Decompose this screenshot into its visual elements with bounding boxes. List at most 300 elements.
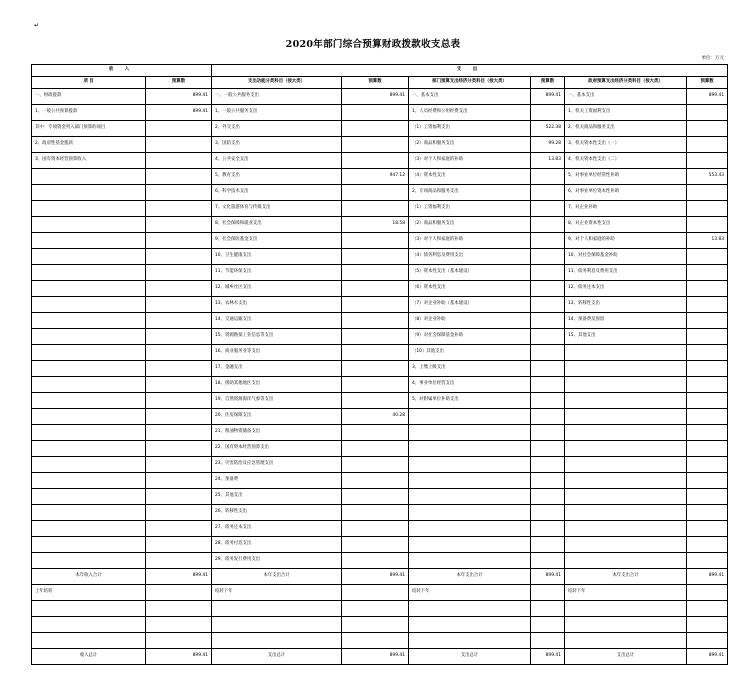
table-cell xyxy=(146,169,212,185)
table-cell xyxy=(409,601,531,617)
table-cell xyxy=(342,153,409,169)
table-cell xyxy=(146,393,212,409)
table-cell xyxy=(531,537,565,553)
table-cell xyxy=(531,217,565,233)
table-cell xyxy=(531,441,565,457)
table-cell: 5、对事业单位经常性补助 xyxy=(565,169,687,185)
table-cell: 899.41 xyxy=(687,89,728,105)
table-cell xyxy=(531,377,565,393)
table-cell xyxy=(687,617,728,633)
table-cell: （3）对个人和家庭的补助 xyxy=(409,153,531,169)
table-cell xyxy=(32,201,146,217)
table-row xyxy=(32,361,728,377)
table-cell xyxy=(32,505,146,521)
table-cell: 24、预备费 xyxy=(212,473,342,489)
table-cell: 结转下年 xyxy=(212,585,342,601)
table-cell xyxy=(146,361,212,377)
table-row xyxy=(32,521,728,537)
table-row xyxy=(32,537,728,553)
table-cell xyxy=(565,633,687,649)
table-cell xyxy=(32,521,146,537)
table-cell xyxy=(146,585,212,601)
table-cell xyxy=(146,633,212,649)
table-cell xyxy=(687,521,728,537)
table-cell: 结转下年 xyxy=(565,585,687,601)
table-cell xyxy=(32,393,146,409)
table-cell: 19、自然资源海洋气象等支出 xyxy=(212,393,342,409)
table-cell xyxy=(342,537,409,553)
table-cell xyxy=(146,601,212,617)
table-cell xyxy=(342,121,409,137)
table-cell xyxy=(146,489,212,505)
table-cell: （5）资本性支出（基本建设） xyxy=(409,265,531,281)
table-cell xyxy=(409,425,531,441)
table-row xyxy=(32,281,728,297)
table-cell xyxy=(531,361,565,377)
table-cell xyxy=(32,473,146,489)
table-cell: 6、对事业单位资本性补助 xyxy=(565,185,687,201)
table-cell: 3、国防支出 xyxy=(212,137,342,153)
table-cell: 13.83 xyxy=(531,153,565,169)
table-cell: 10、卫生健康支出 xyxy=(212,249,342,265)
table-row xyxy=(32,441,728,457)
table-cell: 3、机关资本性支出（一） xyxy=(565,137,687,153)
table-cell xyxy=(212,617,342,633)
table-cell: 本年收入合计 xyxy=(32,569,146,585)
table-cell xyxy=(531,521,565,537)
table-cell xyxy=(565,393,687,409)
table-cell xyxy=(32,297,146,313)
table-cell xyxy=(531,345,565,361)
table-cell xyxy=(32,425,146,441)
table-cell: 899.41 xyxy=(146,105,212,121)
table-cell xyxy=(32,345,146,361)
table-cell xyxy=(531,329,565,345)
table-cell xyxy=(32,441,146,457)
table-cell xyxy=(342,265,409,281)
table-cell xyxy=(565,617,687,633)
table-cell: （6）资本性支出 xyxy=(409,281,531,297)
table-cell: 947.12 xyxy=(342,169,409,185)
table-row xyxy=(32,249,728,265)
table-cell xyxy=(565,601,687,617)
table-cell xyxy=(409,505,531,521)
table-cell xyxy=(565,425,687,441)
col-header: 预算数 xyxy=(342,77,409,89)
table-cell: （8）对企业补助 xyxy=(409,313,531,329)
table-cell xyxy=(146,345,212,361)
table-cell: 14、预备费及预留 xyxy=(565,313,687,329)
blank-row xyxy=(32,617,728,633)
table-cell xyxy=(32,169,146,185)
table-cell xyxy=(687,377,728,393)
table-cell xyxy=(531,185,565,201)
table-cell xyxy=(531,633,565,649)
top-header-row xyxy=(32,65,728,77)
table-cell xyxy=(342,425,409,441)
table-cell xyxy=(32,537,146,553)
table-cell: 2、专项商品和服务支出 xyxy=(409,185,531,201)
table-cell xyxy=(565,553,687,569)
table-cell xyxy=(32,409,146,425)
table-row xyxy=(32,217,728,233)
table-cell xyxy=(342,553,409,569)
table-cell xyxy=(409,537,531,553)
table-cell xyxy=(687,121,728,137)
table-cell: 2、政府性基金拨款 xyxy=(32,137,146,153)
table-cell xyxy=(687,489,728,505)
blank-row xyxy=(32,601,728,617)
table-cell: 899.41 xyxy=(531,649,565,665)
table-cell xyxy=(687,441,728,457)
table-row xyxy=(32,201,728,217)
table-cell: （2）商品和服务支出 xyxy=(409,137,531,153)
table-cell xyxy=(146,441,212,457)
table-cell xyxy=(531,473,565,489)
table-cell: 7、对企业补助 xyxy=(565,201,687,217)
table-cell xyxy=(212,633,342,649)
table-cell: 9、社会保险基金支出 xyxy=(212,233,342,249)
table-cell xyxy=(146,265,212,281)
table-cell xyxy=(342,329,409,345)
corner-mark: ↵ xyxy=(34,22,40,29)
table-cell: 本年支出合计 xyxy=(565,569,687,585)
table-cell xyxy=(32,489,146,505)
table-cell: 899.41 xyxy=(531,569,565,585)
table-cell: 522.38 xyxy=(531,121,565,137)
table-cell xyxy=(146,217,212,233)
table-cell xyxy=(32,265,146,281)
table-row xyxy=(32,185,728,201)
table-cell: 4、事业单位经营支出 xyxy=(409,377,531,393)
table-cell: 一、基本支出 xyxy=(409,89,531,105)
table-cell: 支出总计 xyxy=(409,649,531,665)
table-cell: （7）对企业补助（基本建设） xyxy=(409,297,531,313)
table-cell xyxy=(32,553,146,569)
table-cell xyxy=(687,361,728,377)
table-cell xyxy=(342,345,409,361)
table-cell xyxy=(687,201,728,217)
table-row xyxy=(32,457,728,473)
table-cell: 上年结转 xyxy=(32,585,146,601)
table-row xyxy=(32,409,728,425)
column-header-row xyxy=(32,77,728,89)
table-cell xyxy=(342,585,409,601)
table-cell xyxy=(146,377,212,393)
table-row xyxy=(32,393,728,409)
unit-label: 单位：万元 xyxy=(701,56,724,61)
table-cell xyxy=(565,473,687,489)
table-cell: 553.43 xyxy=(687,169,728,185)
table-cell: 10、对社会保障基金补助 xyxy=(565,249,687,265)
table-cell xyxy=(531,601,565,617)
table-cell: 2、外交支出 xyxy=(212,121,342,137)
table-cell xyxy=(342,601,409,617)
table-cell xyxy=(146,185,212,201)
table-cell: （4）债务利息及费用支出 xyxy=(409,249,531,265)
table-cell xyxy=(565,505,687,521)
table-cell xyxy=(32,617,146,633)
table-cell xyxy=(687,265,728,281)
table-cell xyxy=(146,425,212,441)
table-cell xyxy=(565,361,687,377)
table-cell: 9、对个人和家庭的补助 xyxy=(565,233,687,249)
table-cell xyxy=(531,489,565,505)
table-cell xyxy=(342,281,409,297)
table-cell xyxy=(687,313,728,329)
table-cell xyxy=(687,409,728,425)
table-cell: 8、社会保障和就业支出 xyxy=(212,217,342,233)
table-cell xyxy=(342,633,409,649)
table-cell: 899.41 xyxy=(342,569,409,585)
table-cell xyxy=(687,153,728,169)
table-cell xyxy=(342,137,409,153)
table-cell xyxy=(687,281,728,297)
blank-row xyxy=(32,633,728,649)
table-row xyxy=(32,265,728,281)
table-cell: 支出总计 xyxy=(565,649,687,665)
page-title: 2020年部门综合预算财政拨款收支总表 xyxy=(285,39,461,50)
table-cell: 26、转移性支出 xyxy=(212,505,342,521)
table-cell: 12、债务还本支出 xyxy=(565,281,687,297)
table-cell: 1、机关工资福利支出 xyxy=(565,105,687,121)
table-cell: 14、交通运输支出 xyxy=(212,313,342,329)
table-row xyxy=(32,505,728,521)
table-cell xyxy=(342,473,409,489)
table-row xyxy=(32,425,728,441)
table-cell xyxy=(531,281,565,297)
table-cell xyxy=(409,553,531,569)
table-cell xyxy=(531,505,565,521)
table-cell xyxy=(565,409,687,425)
table-cell xyxy=(146,137,212,153)
table-cell xyxy=(342,441,409,457)
table-cell xyxy=(531,105,565,121)
table-cell: 4、公共安全支出 xyxy=(212,153,342,169)
table-cell xyxy=(565,537,687,553)
table-cell: 2、机关商品和服务支出 xyxy=(565,121,687,137)
table-cell: 一、一般公共服务支出 xyxy=(212,89,342,105)
table-cell xyxy=(32,377,146,393)
table-cell xyxy=(146,457,212,473)
table-cell: 11、节能环保支出 xyxy=(212,265,342,281)
table-cell xyxy=(409,521,531,537)
table-cell xyxy=(146,201,212,217)
table-cell: 5、教育支出 xyxy=(212,169,342,185)
table-cell xyxy=(342,297,409,313)
table-row xyxy=(32,297,728,313)
table-cell xyxy=(146,297,212,313)
table-cell xyxy=(409,489,531,505)
table-cell xyxy=(687,505,728,521)
table-cell: 899.41 xyxy=(146,89,212,105)
table-row xyxy=(32,313,728,329)
table-cell xyxy=(32,361,146,377)
table-row xyxy=(32,553,728,569)
table-cell xyxy=(342,393,409,409)
table-cell xyxy=(32,233,146,249)
col-header: 预算数 xyxy=(531,77,565,89)
table-cell: 3、上缴上级支出 xyxy=(409,361,531,377)
table-cell xyxy=(342,313,409,329)
table-cell: 13、转移性支出 xyxy=(565,297,687,313)
table-cell xyxy=(687,345,728,361)
table-cell xyxy=(32,281,146,297)
table-cell xyxy=(342,361,409,377)
table-row xyxy=(32,345,728,361)
table-cell xyxy=(146,617,212,633)
table-cell: 23、灾害防治及应急管理支出 xyxy=(212,457,342,473)
table-cell: 本年支出合计 xyxy=(409,569,531,585)
table-cell xyxy=(212,601,342,617)
table-row xyxy=(32,137,728,153)
table-cell xyxy=(146,281,212,297)
table-cell xyxy=(32,217,146,233)
table-cell xyxy=(342,457,409,473)
table-cell: 899.41 xyxy=(342,649,409,665)
table-cell xyxy=(32,249,146,265)
table-cell xyxy=(687,633,728,649)
table-cell xyxy=(342,105,409,121)
expense-header: 支 出 xyxy=(212,65,728,77)
table-cell: 本年支出合计 xyxy=(212,569,342,585)
table-cell: 一、财政拨款 xyxy=(32,89,146,105)
table-cell xyxy=(531,265,565,281)
budget-table xyxy=(31,64,728,665)
table-cell xyxy=(531,585,565,601)
table-cell: 12、城乡社区支出 xyxy=(212,281,342,297)
table-cell: 29、债务发行费用支出 xyxy=(212,553,342,569)
table-cell xyxy=(32,457,146,473)
table-row xyxy=(32,329,728,345)
table-cell: 899.41 xyxy=(687,649,728,665)
table-cell xyxy=(565,457,687,473)
table-cell: 899.41 xyxy=(531,89,565,105)
table-cell: 8、对企业资本性支出 xyxy=(565,217,687,233)
table-row xyxy=(32,89,728,105)
col-header: 预算数 xyxy=(146,77,212,89)
table-cell: （9）对社会保障基金补助 xyxy=(409,329,531,345)
table-cell xyxy=(531,297,565,313)
table-cell xyxy=(32,329,146,345)
table-cell xyxy=(531,249,565,265)
table-cell xyxy=(409,633,531,649)
table-cell xyxy=(687,393,728,409)
table-cell xyxy=(565,489,687,505)
table-cell: （1）工资福利支出 xyxy=(409,201,531,217)
table-cell: 13.83 xyxy=(687,233,728,249)
col-header: 预算数 xyxy=(687,77,728,89)
table-cell xyxy=(687,537,728,553)
table-cell: 收入总计 xyxy=(32,649,146,665)
table-cell xyxy=(342,201,409,217)
col-header: 部门预算支出经济分类科目（按大类） xyxy=(409,77,531,89)
table-cell xyxy=(687,457,728,473)
table-cell: 11、债务利息及费用支出 xyxy=(565,265,687,281)
table-cell: 21、粮油物资储备支出 xyxy=(212,425,342,441)
table-cell xyxy=(687,249,728,265)
table-cell xyxy=(531,393,565,409)
table-cell: 899.41 xyxy=(146,649,212,665)
table-cell: 15、其他支出 xyxy=(565,329,687,345)
table-cell xyxy=(531,457,565,473)
table-cell: 3、国有资本经营预算收入 xyxy=(32,153,146,169)
table-cell xyxy=(146,473,212,489)
carry-row xyxy=(32,585,728,601)
table-cell: 20、住房保障支出 xyxy=(212,409,342,425)
table-cell xyxy=(531,201,565,217)
table-cell xyxy=(146,409,212,425)
table-cell xyxy=(531,233,565,249)
table-cell: 1、人员经费和公用经费支出 xyxy=(409,105,531,121)
table-row xyxy=(32,489,728,505)
table-cell xyxy=(687,473,728,489)
table-cell xyxy=(342,617,409,633)
table-cell: 1、一般公共服务支出 xyxy=(212,105,342,121)
table-cell xyxy=(687,553,728,569)
table-cell xyxy=(32,601,146,617)
col-header: 政府预算支出经济分类科目（按大类） xyxy=(565,77,687,89)
table-cell xyxy=(531,617,565,633)
table-row xyxy=(32,377,728,393)
table-cell xyxy=(531,409,565,425)
table-cell xyxy=(342,505,409,521)
table-cell: 13、农林水支出 xyxy=(212,297,342,313)
table-cell: 40.28 xyxy=(342,409,409,425)
table-cell xyxy=(409,473,531,489)
table-cell: 25、其他支出 xyxy=(212,489,342,505)
table-cell xyxy=(342,249,409,265)
table-cell: （3）对个人和家庭的补助 xyxy=(409,233,531,249)
table-cell xyxy=(342,521,409,537)
table-cell xyxy=(146,521,212,537)
table-cell: （2）商品和服务支出 xyxy=(409,217,531,233)
table-cell: 22、国有资本经营预算支出 xyxy=(212,441,342,457)
table-cell xyxy=(146,553,212,569)
table-cell xyxy=(687,329,728,345)
table-cell: 17、金融支出 xyxy=(212,361,342,377)
table-cell xyxy=(146,121,212,137)
col-header: 支出功能分类科目（按大类） xyxy=(212,77,342,89)
table-cell xyxy=(342,489,409,505)
table-cell: 其中：专项资金列入部门预算的项目 xyxy=(32,121,146,137)
table-cell xyxy=(146,313,212,329)
table-cell xyxy=(32,185,146,201)
table-cell xyxy=(342,377,409,393)
subtotal-row xyxy=(32,569,728,585)
table-cell: 99.28 xyxy=(531,137,565,153)
table-cell xyxy=(687,425,728,441)
table-cell xyxy=(342,233,409,249)
table-cell: 899.41 xyxy=(342,89,409,105)
total-row xyxy=(32,649,728,665)
table-cell xyxy=(146,505,212,521)
table-cell xyxy=(32,313,146,329)
table-cell: 16、商业服务业等支出 xyxy=(212,345,342,361)
table-cell: 4、机关资本性支出（二） xyxy=(565,153,687,169)
table-cell: （4）资本性支出 xyxy=(409,169,531,185)
table-cell xyxy=(342,185,409,201)
table-cell xyxy=(409,617,531,633)
table-cell xyxy=(146,233,212,249)
table-cell: 28、债务付息支出 xyxy=(212,537,342,553)
table-row xyxy=(32,121,728,137)
table-cell: 7、文化旅游体育与传媒支出 xyxy=(212,201,342,217)
table-cell: 27、债务还本支出 xyxy=(212,521,342,537)
table-cell xyxy=(531,553,565,569)
table-cell xyxy=(687,297,728,313)
table-cell: （10）其他支出 xyxy=(409,345,531,361)
